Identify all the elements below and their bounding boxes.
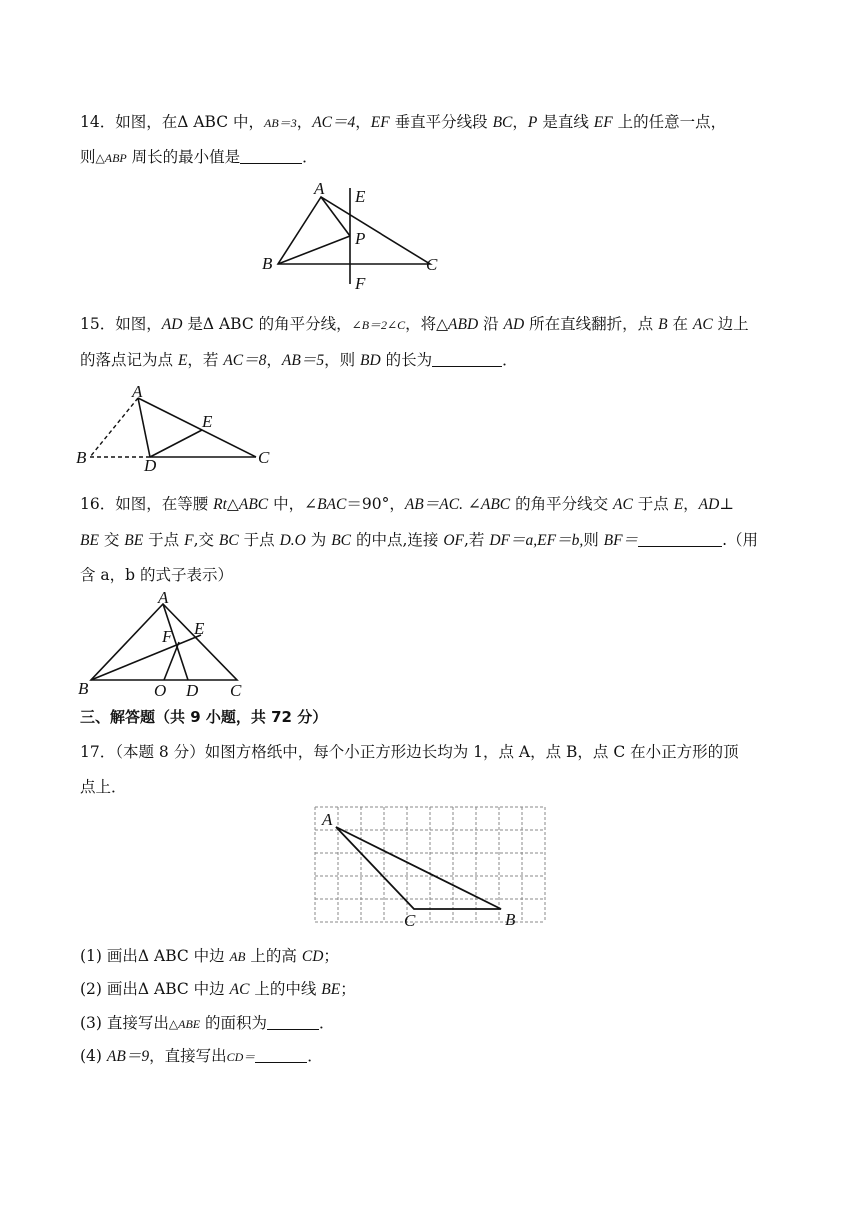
q14-number: 14．如图，在 <box>80 113 178 131</box>
label-a: A <box>132 382 143 401</box>
q14-ac: AC＝4 <box>312 114 356 131</box>
q15-text: 所在直线翻折，点 <box>524 315 659 333</box>
q16-dfef: DF＝a,EF＝b, <box>489 532 584 549</box>
q16-ac: AC <box>613 496 633 513</box>
q17-text: (3) 直接写出 <box>80 1014 169 1032</box>
label-c: C <box>404 911 416 930</box>
answer-blank[interactable] <box>638 532 722 547</box>
q15-b: B <box>658 316 668 333</box>
q15-ac: AC＝8 <box>223 352 267 369</box>
q16-text: 为 <box>305 531 332 549</box>
q15-text: 是 <box>182 315 203 333</box>
q15-text: 的角平分线， <box>253 315 352 333</box>
q15-ac: AC <box>692 316 713 333</box>
label-a: A <box>158 588 169 607</box>
q16-figure <box>76 588 256 700</box>
label-f: F <box>162 627 173 646</box>
q16-text: 的角平分线交 <box>510 495 614 513</box>
q16-be: BE <box>124 532 144 549</box>
q15-text: 边上 <box>712 315 749 333</box>
label-b: B <box>262 254 273 273</box>
q16-text: ,若 <box>464 531 490 549</box>
q17-text: (1) 画出 <box>80 947 138 965</box>
q15-ab: AB＝5 <box>281 352 325 369</box>
q17-sub1 <box>80 946 339 967</box>
q15-line1 <box>80 314 749 335</box>
label-d: D <box>144 456 157 475</box>
q16-abac: AB＝AC. <box>404 496 463 513</box>
q14-triangle: Δ ABC <box>177 113 229 131</box>
q17-ac: AC <box>229 981 250 998</box>
q16-text: 于点 <box>143 531 185 549</box>
q17-text: 上的中线 <box>249 980 322 998</box>
q17-triangle: Δ ABC <box>137 980 189 998</box>
label-c: C <box>258 448 270 467</box>
q17-sub3 <box>80 1013 335 1034</box>
q16-ad: AD <box>698 496 720 513</box>
q17-grid-figure <box>312 805 548 935</box>
q16-text: ， <box>683 495 699 513</box>
q16-text: 交 <box>98 531 125 549</box>
q14-text: 中， <box>228 113 265 131</box>
q16-f: F <box>184 532 194 549</box>
label-b: B <box>505 910 516 929</box>
q14-text: 周长的最小值是 <box>126 148 241 166</box>
q16-abc: ABC <box>480 496 511 513</box>
q14-line1 <box>80 112 726 133</box>
q14-text: 垂直平分线段 <box>389 113 493 131</box>
q17-sub4 <box>80 1046 323 1067</box>
q16-text: 的中点,连接 <box>351 531 444 549</box>
q15-e: E <box>177 352 188 369</box>
q15-triangle: Δ ABC <box>202 315 254 333</box>
q15-ad: AD <box>503 316 525 333</box>
q15-line2 <box>80 350 518 371</box>
q16-text: .（用 <box>722 531 759 549</box>
label-c: C <box>426 255 438 274</box>
q16-bf: BF＝ <box>603 532 639 549</box>
q15-abd: △ABD <box>436 316 479 333</box>
label-p: P <box>355 229 366 248</box>
q16-line3: 含 a，b 的式子表示） <box>80 566 234 584</box>
q15-text: ，则 <box>324 351 361 369</box>
q16-text: ∠ <box>462 495 481 513</box>
q15-text: 在 <box>667 315 693 333</box>
label-c: C <box>230 681 242 700</box>
q14-segment-ap <box>321 197 350 236</box>
q15-segment-de <box>150 430 202 457</box>
q16-number: 16．如图，在等腰 <box>80 495 214 513</box>
q17-text: ，直接写出 <box>149 1047 227 1065</box>
label-a: A <box>314 179 325 198</box>
q16-text: 于点 <box>632 495 674 513</box>
q17-ab: AB <box>229 949 246 964</box>
q16-segment-be <box>91 635 201 680</box>
q16-line2 <box>80 530 758 551</box>
q17-line1: 17．（本题 8 分）如图方格纸中，每个小正方形边长均为 1，点 A，点 B，点 C 在小正方形的顶 <box>80 743 739 761</box>
q15-text: 的落点记为点 <box>80 351 178 369</box>
label-d: D <box>186 681 199 700</box>
q14-segment-bp <box>278 236 350 264</box>
q14-figure <box>258 180 448 295</box>
label-a: A <box>322 810 333 829</box>
q16-text: ,交 <box>193 531 219 549</box>
q16-bac: BAC <box>317 496 347 513</box>
q16-line1 <box>80 494 734 515</box>
q16-text: ＝90°， <box>346 495 405 513</box>
q17-text: 的面积为 <box>200 1014 268 1032</box>
q17-cd: CD＝ <box>226 1050 256 1064</box>
q16-text: 则 <box>583 531 604 549</box>
q17-sub2 <box>80 979 356 1000</box>
q14-ef: EF <box>370 114 390 131</box>
q16-text: 中，∠ <box>268 495 318 513</box>
q14-text: ， <box>296 113 313 131</box>
q15-ad: AD <box>161 316 183 333</box>
q14-triangle-shape <box>278 197 430 264</box>
q14-text: ． <box>302 148 318 166</box>
q15-text: ，将 <box>405 315 437 333</box>
answer-blank[interactable] <box>432 352 502 367</box>
q16-of: OF <box>443 532 464 549</box>
q17-text: ． <box>307 1047 323 1065</box>
q17-text: (4) <box>80 1047 107 1065</box>
q17-text: ． <box>319 1014 335 1032</box>
q14-bc: BC <box>492 114 513 131</box>
q16-text: ⊥ <box>719 495 734 513</box>
q17-grid <box>315 807 545 922</box>
q17-abe: △ABE <box>168 1017 201 1031</box>
q15-text: ，若 <box>187 351 224 369</box>
q17-ab: AB＝9 <box>106 1048 150 1065</box>
answer-blank[interactable] <box>267 1015 319 1030</box>
q17-text: 中边 <box>188 980 230 998</box>
q16-e: E <box>673 496 684 513</box>
q15-bd: BD <box>360 352 381 369</box>
q16-bc: BC <box>218 532 239 549</box>
label-o: O <box>154 681 167 700</box>
q15-number: 15．如图， <box>80 315 162 333</box>
q17-triangle: Δ ABC <box>137 947 189 965</box>
q17-text: 中边 <box>188 947 230 965</box>
q14-ef: EF <box>593 114 613 131</box>
q15-figure <box>76 383 276 473</box>
q16-rt: Rt△ABC <box>213 496 269 513</box>
section-heading: 三、解答题（共 9 小题，共 72 分） <box>80 708 328 726</box>
q14-abp: △ABP <box>95 151 127 165</box>
label-b: B <box>78 679 89 698</box>
q17-text: ； <box>340 980 356 998</box>
label-e: E <box>202 412 213 431</box>
q15-dashed-ab <box>90 398 138 457</box>
q14-text: ， <box>355 113 371 131</box>
q16-bc: BC <box>331 532 352 549</box>
answer-blank[interactable] <box>255 1048 307 1063</box>
q15-side-ac <box>138 398 256 457</box>
q14-text: ， <box>512 113 528 131</box>
q16-do: D.O <box>279 532 306 549</box>
q15-segment-ad <box>138 398 150 457</box>
q17-text: (2) 画出 <box>80 980 138 998</box>
answer-blank[interactable] <box>240 149 302 164</box>
q17-text: 上的高 <box>245 947 302 965</box>
q14-ab: AB＝3 <box>264 116 297 130</box>
q17-text: ； <box>323 947 339 965</box>
q15-angle: ∠B＝2∠C <box>351 318 406 332</box>
q15-text: ， <box>266 351 282 369</box>
q17-be: BE <box>321 981 341 998</box>
q14-text: 是直线 <box>537 113 594 131</box>
q15-text: ． <box>502 351 518 369</box>
label-e: E <box>355 187 366 206</box>
q14-text: 上的任意一点， <box>612 113 727 131</box>
q14-text: 则 <box>80 148 96 166</box>
q17-cd: CD <box>301 948 324 965</box>
q17-line2: 点上． <box>80 778 127 796</box>
q14-line2 <box>80 147 318 168</box>
label-e: E <box>194 619 205 638</box>
q16-text: 于点 <box>238 531 280 549</box>
q14-p: P <box>527 114 538 131</box>
q15-text: 沿 <box>478 315 504 333</box>
label-f: F <box>355 274 366 293</box>
q15-text: 的长为 <box>380 351 433 369</box>
q16-be: BE <box>80 532 99 549</box>
label-b: B <box>76 448 87 467</box>
